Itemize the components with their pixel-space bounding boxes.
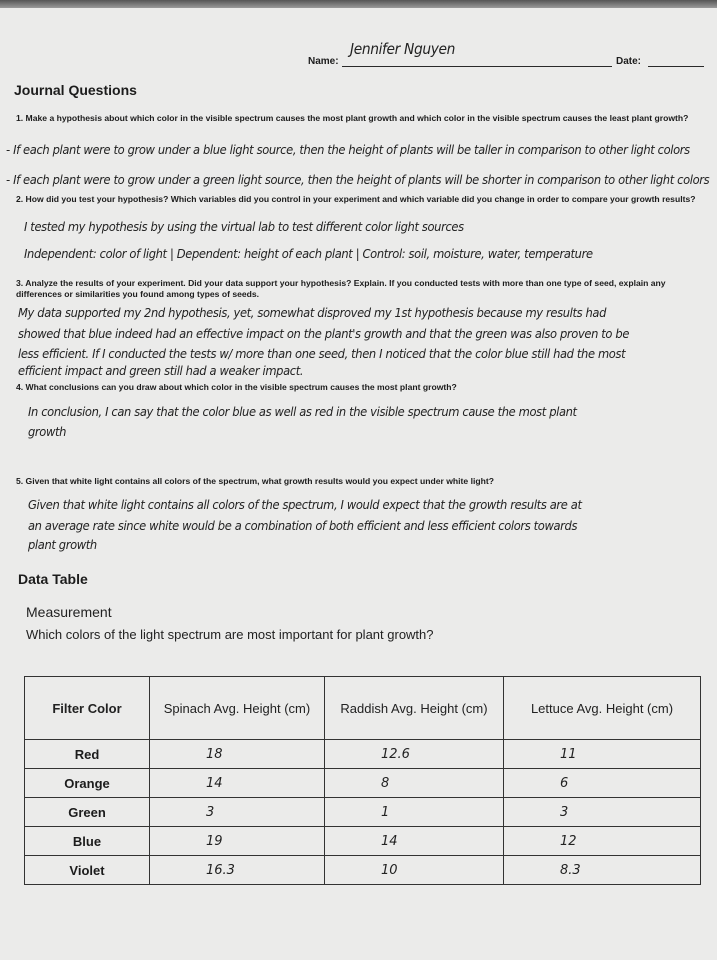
journal-title: Journal Questions bbox=[14, 82, 137, 98]
raddish-value: 12.6 bbox=[325, 740, 504, 769]
raddish-value: 8 bbox=[325, 769, 504, 798]
raddish-value: 1 bbox=[325, 798, 504, 827]
lettuce-value: 8.3 bbox=[504, 856, 701, 885]
answer-2-line-1: I tested my hypothesis by using the virtual lab to test different color light sources bbox=[24, 219, 464, 234]
row-color: Red bbox=[25, 740, 150, 769]
answer-1-line-1: - If each plant were to grow under a blue light source, then the height of plants will be taller in comparison to other light colors bbox=[6, 142, 690, 157]
answer-3-line-3: less efficient. If I conducted the tests w/ more than one seed, then I noticed that the color blue still had the most bbox=[18, 346, 626, 361]
lettuce-value: 3 bbox=[504, 798, 701, 827]
date-underline bbox=[648, 66, 704, 67]
spinach-value: 18 bbox=[150, 740, 325, 769]
spinach-value: 19 bbox=[150, 827, 325, 856]
answer-5-line-3: plant growth bbox=[28, 537, 97, 552]
lettuce-value: 6 bbox=[504, 769, 701, 798]
answer-2-line-2: Independent: color of light | Dependent: height of each plant | Control: soil, moisture, water, temperature bbox=[24, 246, 593, 261]
name-value: Jennifer Nguyen bbox=[350, 40, 456, 58]
scan-edge bbox=[0, 0, 717, 8]
lettuce-value: 12 bbox=[504, 827, 701, 856]
data-table bbox=[24, 676, 701, 885]
answer-3-line-2: showed that blue indeed had an effective impact on the plant's growth and that the green was also proven to be bbox=[18, 326, 630, 341]
question-3: 3. Analyze the results of your experiment. Did your data support your hypothesis? Explain. If you conducted tests with more than one type of seed, explain any differences or similarities you found among types of seeds. bbox=[16, 278, 666, 299]
raddish-value: 14 bbox=[325, 827, 504, 856]
question-2: 2. How did you test your hypothesis? Which variables did you control in your experiment and which variable did you change in order to compare your growth results? bbox=[16, 194, 696, 204]
header-spinach: Spinach Avg. Height (cm) bbox=[150, 677, 325, 740]
answer-4-line-2: growth bbox=[28, 424, 67, 439]
answer-3-line-1: My data supported my 2nd hypothesis, yet, somewhat disproved my 1st hypothesis because my results had bbox=[18, 305, 607, 320]
row-color: Blue bbox=[25, 827, 150, 856]
answer-5-line-1: Given that white light contains all colors of the spectrum, I would expect that the growth results are at bbox=[28, 497, 582, 512]
answer-1-line-2: - If each plant were to grow under a green light source, then the height of plants will be shorter in comparison to other light colors bbox=[6, 172, 710, 187]
question-5: 5. Given that white light contains all colors of the spectrum, what growth results would you expect under white light? bbox=[16, 476, 494, 486]
table-question: Which colors of the light spectrum are most important for plant growth? bbox=[26, 627, 434, 642]
measurement-subtitle: Measurement bbox=[26, 604, 112, 620]
table-row bbox=[25, 740, 701, 769]
answer-4-line-1: In conclusion, I can say that the color blue as well as red in the visible spectrum cause the most plant bbox=[28, 404, 577, 419]
spinach-value: 3 bbox=[150, 798, 325, 827]
answer-3-line-4: efficient impact and green still had a weaker impact. bbox=[18, 363, 304, 378]
table-row bbox=[25, 856, 701, 885]
name-label: Name: bbox=[308, 56, 339, 67]
row-color: Orange bbox=[25, 769, 150, 798]
header-filter-color: Filter Color bbox=[25, 677, 150, 740]
answer-5-line-2: an average rate since white would be a combination of both efficient and less efficient colors towards bbox=[28, 518, 578, 533]
question-1: 1. Make a hypothesis about which color in the visible spectrum causes the most plant growth and which color in the visible spectrum causes the least plant growth? bbox=[16, 113, 689, 123]
spinach-value: 16.3 bbox=[150, 856, 325, 885]
data-table-title: Data Table bbox=[18, 571, 88, 587]
question-4: 4. What conclusions can you draw about which color in the visible spectrum causes the most plant growth? bbox=[16, 382, 457, 392]
name-underline bbox=[342, 66, 612, 67]
table-row bbox=[25, 798, 701, 827]
table-row bbox=[25, 827, 701, 856]
row-color: Green bbox=[25, 798, 150, 827]
date-label: Date: bbox=[616, 56, 642, 67]
header-raddish: Raddish Avg. Height (cm) bbox=[325, 677, 504, 740]
raddish-value: 10 bbox=[325, 856, 504, 885]
row-color: Violet bbox=[25, 856, 150, 885]
spinach-value: 14 bbox=[150, 769, 325, 798]
table-row bbox=[25, 769, 701, 798]
lettuce-value: 11 bbox=[504, 740, 701, 769]
header-lettuce: Lettuce Avg. Height (cm) bbox=[504, 677, 701, 740]
